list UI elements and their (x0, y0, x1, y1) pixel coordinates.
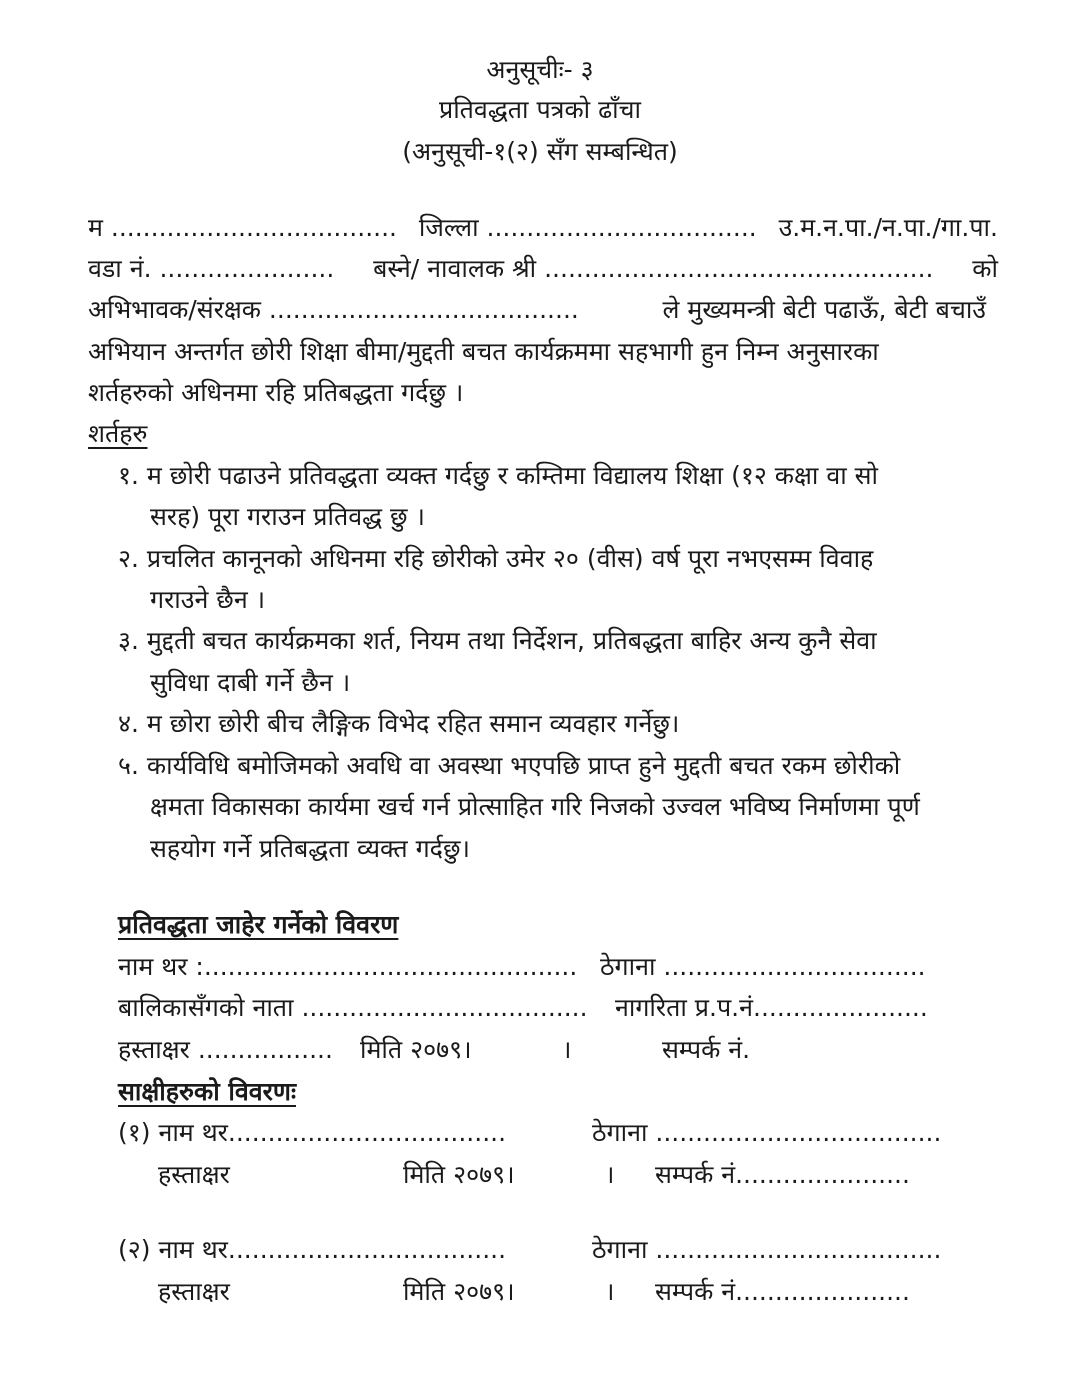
relation-field: बालिकासँगको नाता .................................... (118, 993, 588, 1022)
conditions-heading: शर्तहरु (88, 419, 148, 448)
guardian-field: अभिभावक/संरक्षक ....................................... (88, 295, 579, 324)
witness-signature-field: हस्ताक्षर (158, 1277, 230, 1306)
witness-contact-field: सम्पर्क नं...................... (655, 1277, 910, 1306)
condition-item: ४. म छोरा छोरी बीच लैङ्गिक विभेद रहित समान व्यवहार गर्नेछु। (118, 709, 680, 738)
declarant-contact-field: सम्पर्क नं. (662, 1035, 751, 1064)
declarant-address-field: ठेगाना ................................. (600, 952, 926, 981)
date-separator: । (605, 1277, 615, 1306)
declarant-heading: प्रतिवद्धता जाहेर गर्नेको विवरण (118, 910, 399, 939)
condition-item: ३. मुद्दती बचत कार्यक्रमका शर्त, नियम तथा निर्देशन, प्रतिबद्धता बाहिर अन्य कुनै सेवा (118, 626, 877, 655)
witness-date-field: मिति २०७९। (403, 1160, 515, 1189)
intro-line-1 (88, 208, 998, 248)
form-title: प्रतिवद्धता पत्रको ढाँचा (438, 95, 642, 124)
witness-date-field: मिति २०७९। (403, 1277, 515, 1306)
schedule-number: अनुसूचीः- ३ (486, 55, 594, 84)
witness-address-field: ठेगाना .................................... (592, 1118, 942, 1147)
witness-signature-field: हस्ताक्षर (158, 1160, 230, 1189)
date-separator: । (562, 1035, 572, 1064)
declarant-date-field: मिति २०७९। (360, 1035, 472, 1064)
witness-address-field: ठेगाना .................................... (592, 1235, 942, 1264)
applicant-name-field: म .................................... (88, 213, 397, 242)
condition-item-continued: सुविधा दाबी गर्ने छैन । (150, 668, 351, 697)
witness-name-field: (२) नाम थर................................... (118, 1235, 507, 1264)
condition-item-continued: सहयोग गर्ने प्रतिबद्धता व्यक्त गर्दछु। (150, 834, 470, 863)
condition-item-continued: सरह) पूरा गराउन प्रतिवद्ध छु । (150, 502, 425, 531)
intro-line-2 (88, 249, 998, 289)
intro-line-3 (88, 290, 986, 330)
intro-line-5: शर्तहरुको अधिनमा रहि प्रतिबद्धता गर्दछु । (88, 378, 464, 407)
declarant-signature-field: हस्ताक्षर ................. (118, 1035, 333, 1064)
condition-item-continued: क्षमता विकासका कार्यमा खर्च गर्न प्रोत्साहित गरि निजको उज्वल भविष्य निर्माणमा पूर्ण (150, 792, 920, 821)
district-field: जिल्ला .................................. (418, 213, 757, 242)
condition-item: १. म छोरी पढाउने प्रतिवद्धता व्यक्त गर्दछु र कम्तिमा विद्यालय शिक्षा (१२ कक्षा वा सो (118, 461, 879, 490)
campaign-text: ले मुख्यमन्त्री बेटी पढाऊँ, बेटी बचाउँ (662, 295, 986, 324)
condition-item: ५. कार्यविधि बमोजिमको अवधि वा अवस्था भएपछि प्राप्त हुने मुद्दती बचत रकम छोरीको (118, 751, 901, 780)
intro-line-4: अभियान अन्तर्गत छोरी शिक्षा बीमा/मुद्दती बचत कार्यक्रममा सहभागी हुन निम्न अनुसारका (88, 337, 879, 366)
minor-name-field: बस्ने/ नावालक श्री ................................................. (373, 254, 934, 283)
date-separator: । (605, 1160, 615, 1189)
witnesses-heading: साक्षीहरुको विवरणः (118, 1077, 297, 1106)
witness-name-field: (१) नाम थर................................... (118, 1118, 507, 1147)
form-subtitle: (अनुसूची-१(२) सँग सम्बन्धित) (402, 137, 678, 166)
municipality-label: उ.म.न.पा./न.पा./गा.पा. (778, 213, 998, 242)
declarant-name-field: नाम थर :............................................... (118, 952, 578, 981)
possessive-label: को (972, 254, 998, 283)
witness-contact-field: सम्पर्क नं...................... (655, 1160, 910, 1189)
condition-item-continued: गराउने छैन । (150, 585, 266, 614)
citizenship-field: नागरिता प्र.प.नं...................... (615, 993, 928, 1022)
condition-item: २. प्रचलित कानूनको अधिनमा रहि छोरीको उमेर २० (वीस) वर्ष पूरा नभएसम्म विवाह (118, 544, 874, 573)
ward-field: वडा नं. ...................... (88, 254, 335, 283)
